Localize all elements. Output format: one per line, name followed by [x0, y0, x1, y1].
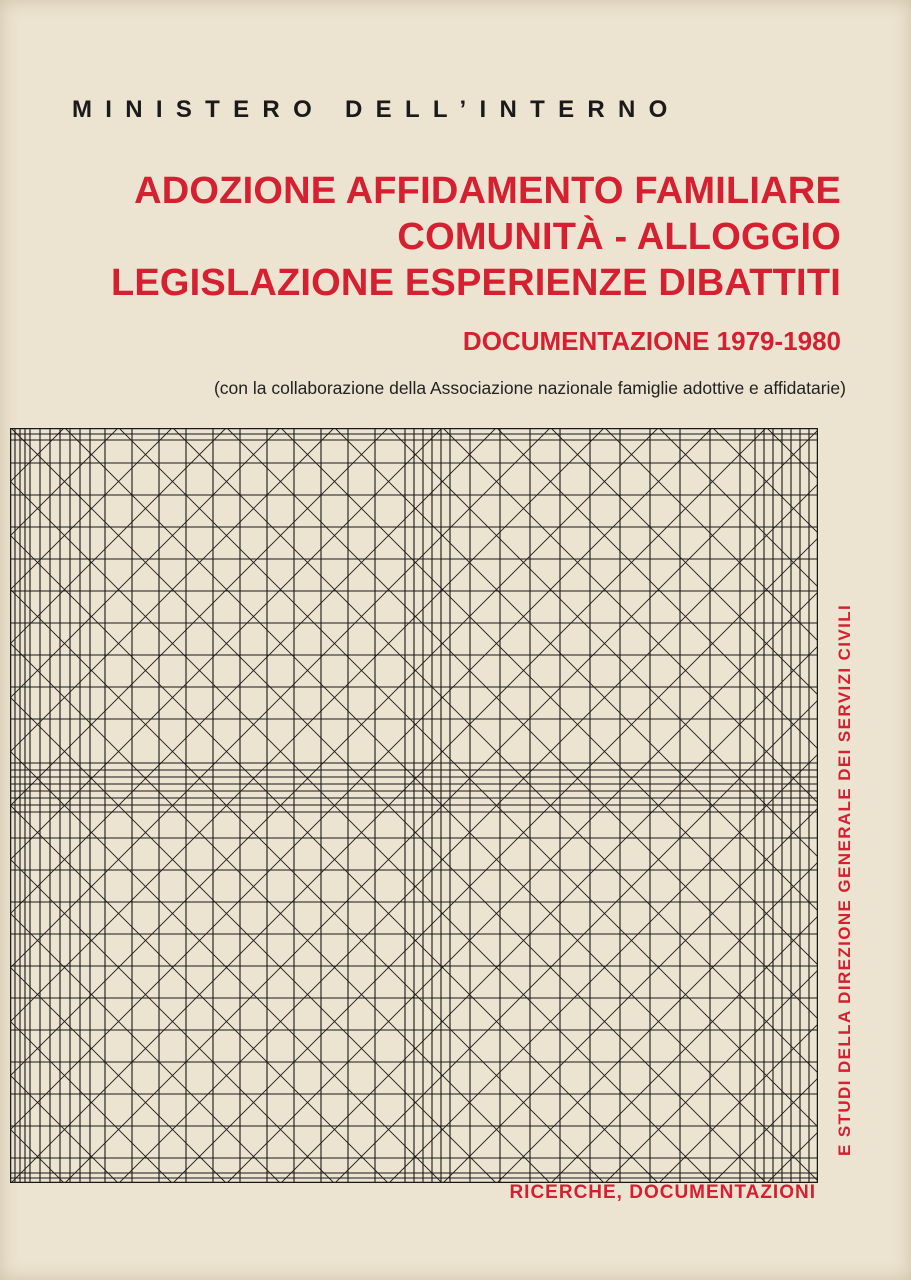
publisher-name: MINISTERO DELL’INTERNO	[72, 96, 681, 123]
title-line-2: COMUNITÀ - ALLOGGIO	[397, 216, 841, 258]
grid-lines	[10, 428, 818, 1183]
title-line-3: LEGISLAZIONE ESPERIENZE DIBATTITI	[110, 262, 841, 304]
title-block	[111, 168, 841, 306]
title-line-1: ADOZIONE AFFIDAMENTO FAMILIARE	[134, 170, 841, 212]
vertical-side-text-strip	[834, 426, 856, 1176]
geometric-grid-illustration	[10, 428, 818, 1183]
vertical-side-text: E STUDI DELLA DIREZIONE GENERALE DEI SERVIZI CIVILI	[835, 603, 854, 1156]
series-name: RICERCHE, DOCUMENTAZIONI	[509, 1182, 816, 1203]
documentation-subtitle: DOCUMENTAZIONE 1979-1980	[462, 326, 841, 356]
collaboration-note: (con la collaborazione della Associazione nazionale famiglie adottive e affidatarie)	[213, 378, 846, 398]
